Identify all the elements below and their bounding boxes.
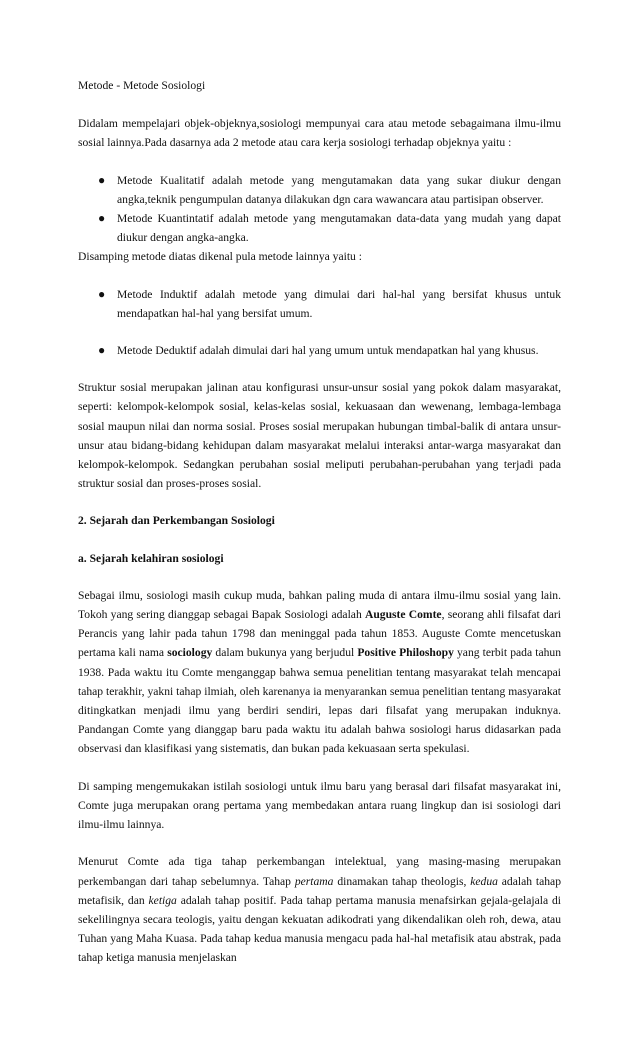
section-heading: 2. Sejarah dan Perkembangan Sosiologi [78, 514, 275, 528]
list-item [78, 285, 561, 323]
bullet-icon: ● [98, 211, 106, 226]
three-stages-paragraph [78, 852, 561, 967]
list-item-text: Metode Induktif adalah metode yang dimulai dari hal-hal yang bersifat khusus untuk mendapatkan hal-hal yang bersifat umum. [117, 287, 561, 320]
stage-third: ketiga [148, 893, 177, 907]
bullet-icon: ● [98, 286, 106, 301]
history-text: , seorang ahli filsafat dari Perancis yang lahir pada tahun 1798 dan meninggal pada tahun 1853. Auguste Comte mencetuskan pertama kali nama [78, 608, 561, 660]
stages-text: dinamakan tahap theologis, [333, 874, 471, 888]
history-text: yang terbit pada tahun 1938. Pada waktu itu Comte menganggap bahwa semua penelitian tentang masyarakat telah mencapai tahap terakhir, yakni tahap ilmiah, oleh karenanya ia menyarankan semua penelitian tentang masyarakat ditingkatkan menjadi ilmu yang berdiri sendiri, lepas dari filsafat yang merupakan induknya. Pandangan Comte yang dianggap baru pada waktu itu adalah bahwa sosiologi harus didasarkan pada observasi dan klasifikasi yang sistematis, dan bukan pada kekuasaan serta spekulasi. [78, 646, 562, 756]
comte-scope-paragraph: Di samping mengemukakan istilah sosiologi untuk ilmu baru yang berasal dari filsafat masyarakat ini, Comte juga merupakan orang pertama yang membedakan antara ruang lingkup dan isi sosiologi dari ilmu-ilmu lainnya. [78, 779, 561, 832]
sociology-term: sociology [167, 646, 213, 660]
stage-first: pertama [294, 874, 334, 888]
stages-text: adalah tahap positif. Pada tahap pertama manusia menafsirkan gejala-gelajala di sekelilingnya secara teologis, yaitu dengan kekuatan adikodrati yang dikendalikan oleh roh, dewa, atau Tuhan yang Maha Kuasa. Pada tahap kedua manusia mengacu pada hal-hal metafisik atau abstrak, pada tahap ketiga manusia menjelaskan [78, 893, 561, 965]
list-item-text: Metode Kuantintatif adalah metode yang mengutamakan data-data yang mudah yang dapat diukur dengan angka-angka. [117, 212, 561, 245]
method-list-1 [78, 171, 561, 248]
social-structure-paragraph: Struktur sosial merupakan jalinan atau konfigurasi unsur-unsur sosial yang pokok dalam masyarakat, seperti: kelompok-kelompok sosial, kelas-kelas sosial, kekuasaan dan wewenang, lembaga-lembaga sosial maupun nilai dan norma sosial. Proses sosial merupakan hubungan timbal-balik di antara unsur-unsur atau bidang-bidang kehidupan dalam masyarakat melalui interaksi antar-warga masyarakat dan kelompok-kelompok. Sedangkan perubahan sosial meliputi perubahan-perubahan yang terjadi pada struktur sosial dan proses-proses sosial. [78, 381, 561, 491]
bullet-icon: ● [98, 343, 106, 358]
history-text: Sebagai ilmu, sosiologi masih cukup muda, bahkan paling muda di antara ilmu-ilmu sosial yang lain. Tokoh yang sering dianggap sebagai Bapak Sosiologi adalah [78, 588, 561, 622]
list-item [78, 171, 561, 209]
book-title: Positive Philoshopy [357, 646, 454, 660]
bullet-icon: ● [98, 172, 106, 187]
stages-text: Menurut Comte ada tiga tahap perkembangan intelektual, yang masing-masing merupakan perkembangan dari tahap sebelumnya. Tahap [78, 855, 561, 888]
document-page [78, 76, 561, 968]
list-item-text: Metode Kualitatif adalah metode yang mengutamakan data yang sukar diukur dengan angka,teknik pengumpulan datanya dilakukan dgn cara wawancara atau partisipan observer. [117, 173, 561, 206]
history-paragraph [78, 586, 561, 759]
list-item [78, 341, 561, 360]
subsection-heading: a. Sejarah kelahiran sosiologi [78, 551, 224, 565]
intro-paragraph: Didalam mempelajari objek-objeknya,sosiologi mempunyai cara atau metode sebagaimana ilmu-ilmu sosial lainnya.Pada dasarnya ada 2 metode atau cara kerja sosiologi terhadap objeknya yaitu : [78, 117, 561, 150]
document-title: Metode - Metode Sosiologi [78, 79, 206, 92]
other-methods-intro: Disamping metode diatas dikenal pula metode lainnya yaitu : [78, 250, 362, 264]
stages-text: adalah tahap metafisik, dan [78, 874, 561, 907]
comte-name: Auguste Comte [364, 608, 442, 622]
stage-second: kedua [470, 874, 498, 888]
list-item [78, 209, 561, 247]
list-item-text: Metode Deduktif adalah dimulai dari hal yang umum untuk mendapatkan hal yang khusus. [117, 344, 539, 358]
history-text: dalam bukunya yang berjudul [212, 646, 358, 660]
method-list-2 [78, 285, 561, 361]
